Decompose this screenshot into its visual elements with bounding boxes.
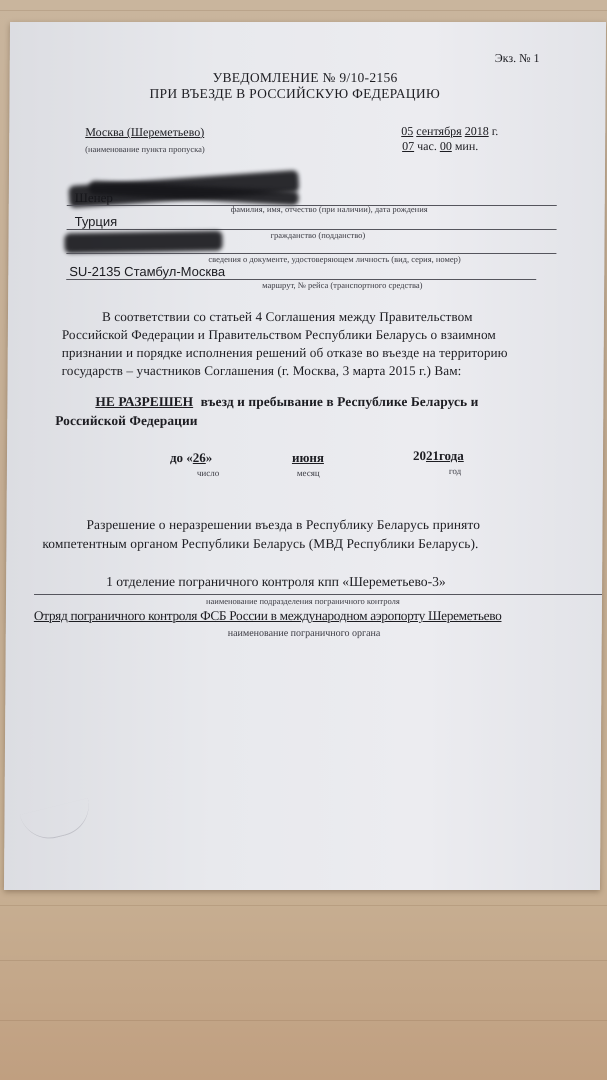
route-caption: маршрут, № рейса (транспортного средства)	[262, 280, 423, 290]
decision-line1	[95, 394, 478, 410]
time-minutes: 00	[439, 139, 452, 153]
title-line-1: УВЕДОМЛЕНИЕ № 9/10-2156	[212, 70, 398, 85]
authority-value: Отряд пограничного контроля ФСБ России в международном аэропорту Шереметьево	[33, 608, 502, 623]
paragraph1-line4: государств – участников Соглашения (г. Москва, 3 марта 2015 г.) Вам:	[61, 363, 462, 378]
until-year-word: года	[438, 448, 464, 463]
decision-rest: въезд и пребывание в Республике Беларусь и	[200, 394, 479, 409]
until-day	[170, 450, 212, 466]
authority-caption: наименование пограничного органа	[227, 628, 381, 639]
decision-line2: Российской Федерации	[55, 413, 198, 428]
date-month: сентября	[416, 124, 462, 138]
until-year	[413, 448, 464, 464]
page-crease	[20, 798, 95, 845]
citizenship-value: Турция	[74, 214, 118, 229]
until-year-prefix: 20	[412, 448, 427, 463]
time-line	[402, 139, 478, 154]
until-year-value: 21	[425, 448, 440, 463]
date-line	[401, 124, 498, 139]
subdivision-caption: наименование подразделения пограничного контроля	[205, 596, 400, 606]
redaction-document	[64, 231, 222, 254]
date-year-suffix: г.	[491, 124, 499, 138]
until-day-value: 26	[192, 450, 206, 465]
name-caption: фамилия, имя, отчество (при наличии), дата рождения	[230, 204, 428, 214]
until-prefix: до «	[169, 450, 193, 465]
until-month-caption: месяц	[296, 468, 320, 478]
paragraph2-line2: компетентным органом Республики Беларусь (МВД Республики Беларусь).	[42, 536, 479, 551]
paragraph2-line1: Разрешение о неразрешении въезда в Республику Беларусь принято	[86, 517, 481, 532]
not-allowed-text: НЕ РАЗРЕШЕН	[95, 394, 194, 409]
until-day-caption: число	[196, 468, 220, 478]
subdivision-value: 1 отделение пограничного контроля кпп «Шереметьево-3»	[106, 574, 446, 589]
citizenship-caption: гражданство (подданство)	[270, 230, 366, 240]
paragraph1-line3: признании и порядке исполнения решений об отказе во въезде на территорию	[61, 345, 508, 360]
until-suffix: »	[205, 450, 213, 465]
document-caption: сведения о документе, удостоверяющем личность (вид, серия, номер)	[208, 254, 461, 264]
date-day: 05	[401, 124, 414, 138]
route-value: SU-2135 Стамбул-Москва	[69, 264, 226, 279]
time-hours: 07	[402, 139, 415, 153]
until-year-caption: год	[448, 466, 462, 476]
title-line-2: ПРИ ВЪЕЗДЕ В РОССИЙСКУЮ ФЕДЕРАЦИЮ	[149, 86, 441, 101]
time-hours-label: час.	[417, 139, 437, 153]
checkpoint-caption: (наименование пункта пропуска)	[85, 144, 205, 154]
date-year: 2018	[464, 124, 489, 138]
copy-label: Экз. № 1	[494, 51, 540, 65]
until-month: июня	[291, 450, 324, 465]
paragraph1-line1: В соответствии со статьей 4 Соглашения между Правительством	[101, 309, 473, 324]
time-minutes-label: мин.	[454, 139, 479, 153]
checkpoint-value: Москва (Шереметьево)	[85, 125, 205, 139]
paragraph1-line2: Российской Федерации и Правительством Республики Беларусь о взаимном	[61, 327, 496, 342]
document-sheet	[4, 22, 606, 890]
